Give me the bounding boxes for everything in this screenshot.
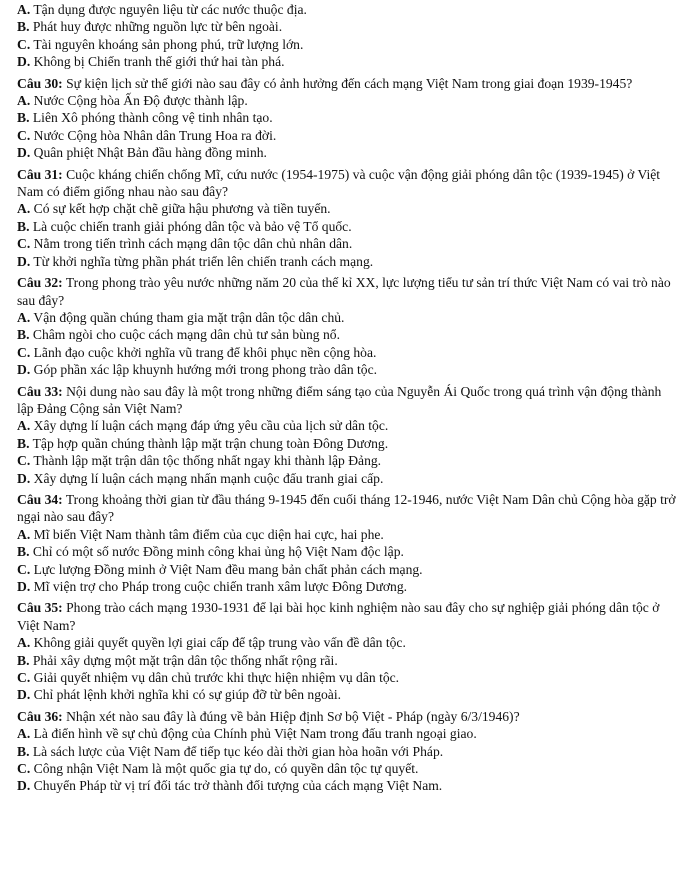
option-a: A. Nước Cộng hòa Ấn Độ được thành lập. [17, 93, 248, 109]
option-b: B. Là sách lược của Việt Nam để tiếp tục kéo dài thời gian hòa hoãn với Pháp. [17, 743, 444, 759]
option-c: C. Thành lập mặt trận dân tộc thống nhất ngay khi thành lập Đảng. [17, 453, 382, 469]
question-33 [17, 383, 688, 487]
option-b: B. Tập hợp quần chúng thành lập mặt trận chung toàn Đông Dương. [17, 435, 389, 451]
question-30 [17, 75, 688, 162]
top-options [17, 0, 688, 71]
option-c: C. Công nhận Việt Nam là một quốc gia tự do, có quyền dân tộc tự quyết. [17, 761, 419, 777]
option-b: B. Liên Xô phóng thành công vệ tinh nhân tạo. [17, 110, 273, 126]
question-stem: Câu 32: Trong phong trào yêu nước những năm 20 của thế kỉ XX, lực lượng tiểu tư sản trí thức Việt Nam có vai trò nào sau đây? [17, 275, 671, 308]
option-c: C. Giải quyết nhiệm vụ dân chủ trước khi thực hiện nhiệm vụ dân tộc. [17, 670, 400, 686]
option-d: D. Quân phiệt Nhật Bản đầu hàng đồng minh. [17, 145, 267, 161]
option-d: D. Xây dựng lí luận cách mạng nhấn mạnh cuộc đấu tranh giai cấp. [17, 470, 384, 486]
option-d: D. Chỉ phát lệnh khởi nghĩa khi có sự giúp đỡ từ bên ngoài. [17, 687, 341, 703]
question-stem: Câu 30: Sự kiện lịch sử thế giới nào sau đây có ảnh hưởng đến cách mạng Việt Nam trong giai đoạn 1939-1945? [17, 75, 633, 91]
question-31 [17, 166, 688, 270]
option-d: D. Không bị Chiến tranh thế giới thứ hai tàn phá. [17, 54, 285, 70]
option-c: C. Nằm trong tiến trình cách mạng dân tộc dân chủ nhân dân. [17, 236, 353, 252]
option-a: A. Không giải quyết quyền lợi giai cấp để tập trung vào vấn đề dân tộc. [17, 635, 406, 651]
question-35 [17, 599, 688, 703]
question-stem: Câu 35: Phong trào cách mạng 1930-1931 để lại bài học kinh nghiệm nào sau đây cho sự nghiệp giải phóng dân tộc ở Việt Nam? [17, 600, 660, 633]
option-a: A. Là điển hình về sự chủ động của Chính phủ Việt Nam trong đấu tranh ngoại giao. [17, 726, 477, 742]
option-b: B. Là cuộc chiến tranh giải phóng dân tộc và bảo vệ Tổ quốc. [17, 218, 352, 234]
question-34 [17, 491, 688, 595]
question-stem: Câu 31: Cuộc kháng chiến chống Mĩ, cứu nước (1954-1975) và cuộc vận động giải phóng dân tộc (1939-1945) ở Việt Nam có điểm giống nhau nào sau đây? [17, 166, 661, 200]
option-a: A. Mĩ biến Việt Nam thành tâm điểm của cục diện hai cực, hai phe. [17, 526, 384, 542]
question-36 [17, 708, 688, 795]
question-stem: Câu 36: Nhận xét nào sau đây là đúng về bản Hiệp định Sơ bộ Việt - Pháp (ngày 6/3/1946)? [17, 708, 520, 724]
option-c: C. Lực lượng Đồng minh ở Việt Nam đều mang bản chất phản cách mạng. [17, 561, 423, 577]
option-d: D. Góp phần xác lập khuynh hướng mới trong phong trào dân tộc. [17, 362, 378, 378]
option-b: B. Phát huy được những nguồn lực từ bên ngoài. [17, 19, 283, 35]
option-a: A. Vận động quần chúng tham gia mặt trận dân tộc dân chủ. [17, 309, 345, 325]
option-b: B. Phải xây dựng một mặt trận dân tộc thống nhất rộng rãi. [17, 652, 338, 668]
option-a: A. Xây dựng lí luận cách mạng đáp ứng yêu cầu của lịch sử dân tộc. [17, 418, 389, 434]
option-a: A. Tận dụng được nguyên liệu từ các nước thuộc địa. [17, 2, 307, 17]
option-d: D. Chuyển Pháp từ vị trí đối tác trở thành đối tượng của cách mạng Việt Nam. [17, 778, 443, 794]
question-stem: Câu 33: Nội dung nào sau đây là một trong những điểm sáng tạo của Nguyễn Ái Quốc trong quá trình vận động thành lập Đảng Cộng sản Việt Nam? [17, 383, 662, 416]
option-d: D. Mĩ viện trợ cho Pháp trong cuộc chiến tranh xâm lược Đông Dương. [17, 579, 408, 594]
option-b: B. Chỉ có một số nước Đồng minh công khai ủng hộ Việt Nam độc lập. [17, 544, 404, 560]
option-c: C. Lãnh đạo cuộc khởi nghĩa vũ trang để khôi phục nền cộng hòa. [17, 344, 377, 360]
question-32 [17, 274, 688, 378]
option-c: C. Nước Cộng hòa Nhân dân Trung Hoa ra đời. [17, 127, 277, 143]
option-d: D. Từ khởi nghĩa từng phần phát triển lên chiến tranh cách mạng. [17, 253, 374, 269]
question-stem: Câu 34: Trong khoảng thời gian từ đầu tháng 9-1945 đến cuối tháng 12-1946, nước Việt Nam Dân chủ Cộng hòa gặp trở ngại nào sau đây? [17, 491, 676, 525]
option-b: B. Châm ngòi cho cuộc cách mạng dân chủ tư sản bùng nổ. [17, 327, 340, 343]
option-a: A. Có sự kết hợp chặt chẽ giữa hậu phương và tiền tuyến. [17, 201, 331, 217]
option-c: C. Tài nguyên khoáng sản phong phú, trữ lượng lớn. [17, 36, 304, 52]
